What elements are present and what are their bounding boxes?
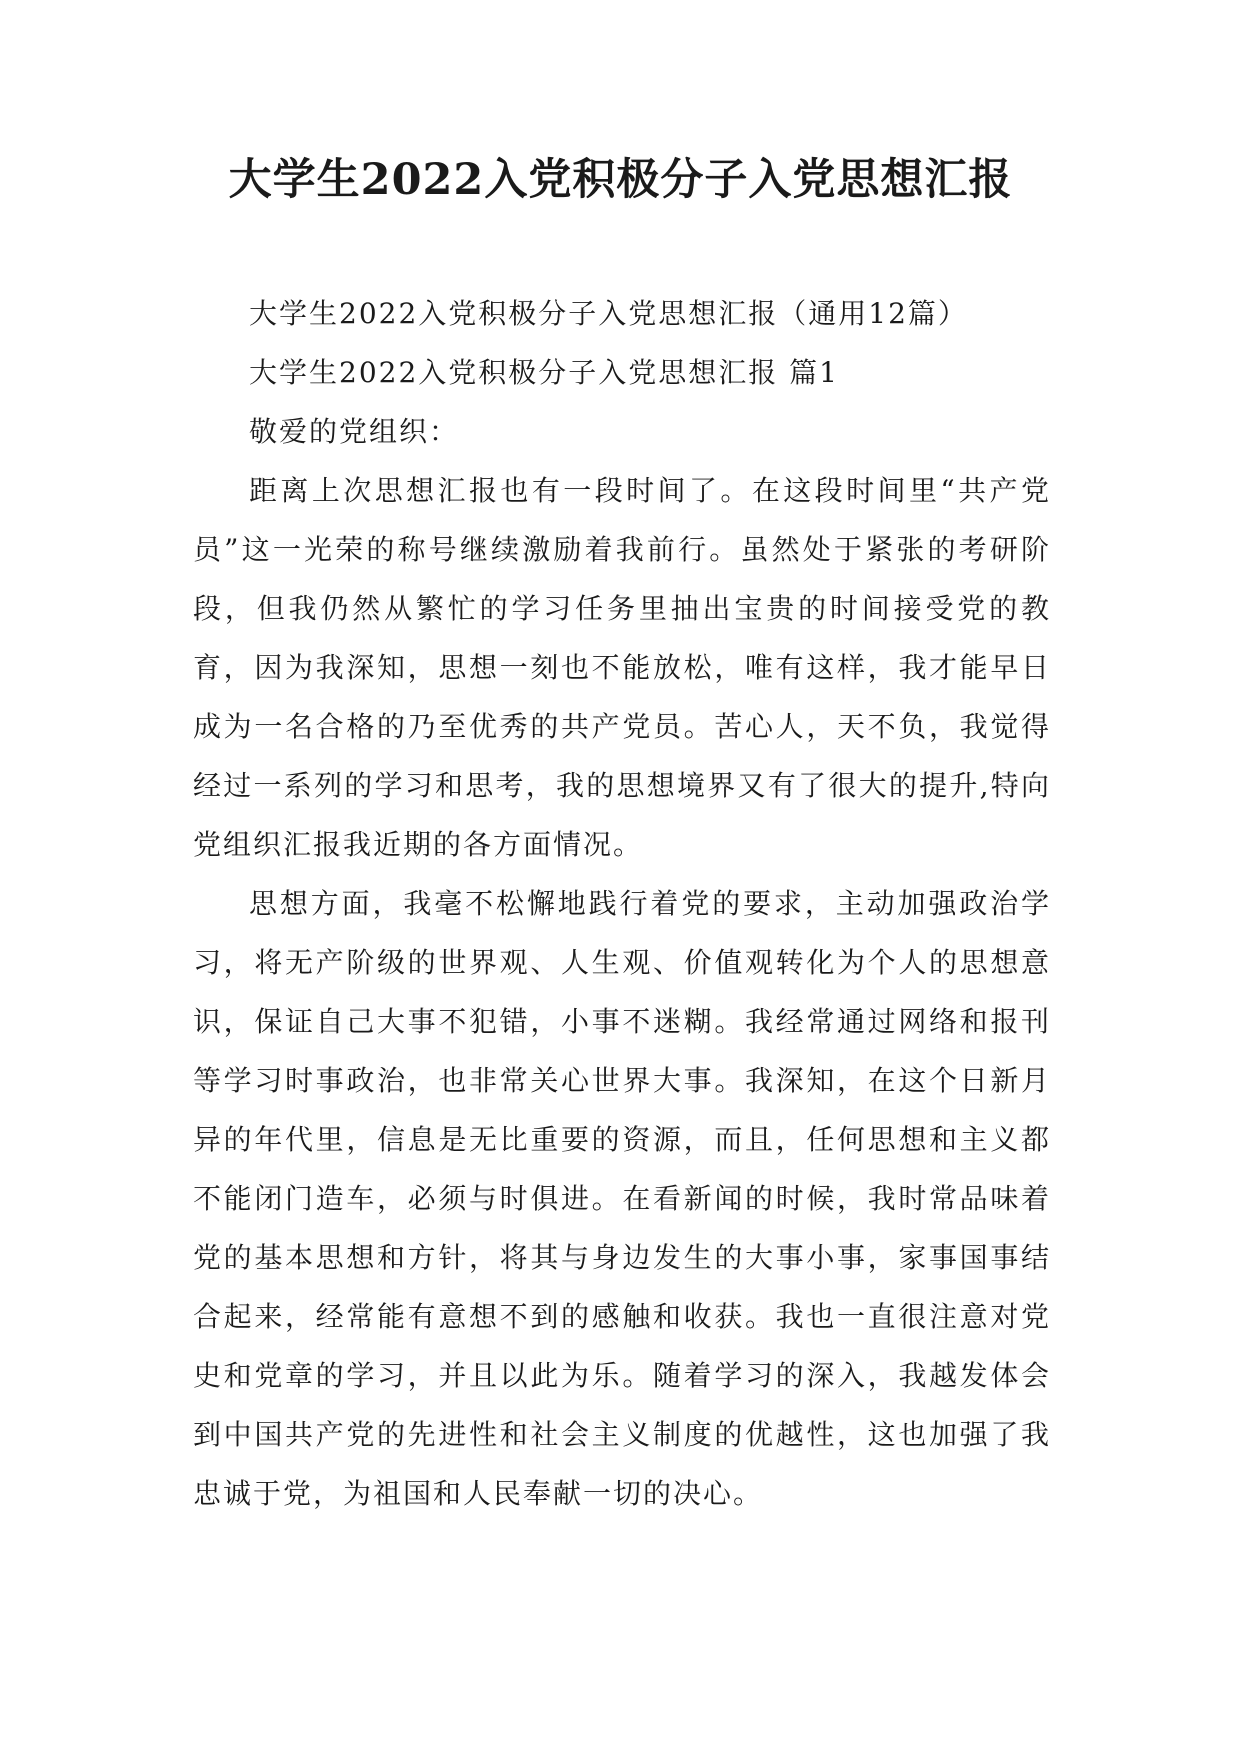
- paragraph-2: 思想方面，我毫不松懈地践行着党的要求，主动加强政治学习，将无产阶级的世界观、人生观、价值观转化为个人的思想意识，保证自己大事不犯错，小事不迷糊。我经常通过网络和报刊等学习时事政治，也非常关心世界大事。我深知，在这个日新月异的年代里，信息是无比重要的资源，而且，任何思想和主义都不能闭门造车，必须与时俱进。在看新闻的时候，我时常品味着党的基本思想和方针，将其与身边发生的大事小事，家事国事结合起来，经常能有意想不到的感触和收获。我也一直很注意对党史和党章的学习，并且以此为乐。随着学习的深入，我越发体会到中国共产党的先进性和社会主义制度的优越性，这也加强了我忠诚于党，为祖国和人民奉献一切的决心。: [193, 887, 1051, 1510]
- section-heading: 大学生2022入党积极分子入党思想汇报 篇1: [249, 356, 839, 389]
- salutation: 敬爱的党组织：: [249, 415, 460, 448]
- document-body: [193, 284, 1051, 1523]
- document-subtitle: 大学生2022入党积极分子入党思想汇报（通用12篇）: [249, 297, 968, 330]
- paragraph-1: 距离上次思想汇报也有一段时间了。在这段时间里“共产党员”这一光荣的称号继续激励着我前行。虽然处于紧张的考研阶段，但我仍然从繁忙的学习任务里抽出宝贵的时间接受党的教育，因为我深知，思想一刻也不能放松，唯有这样，我才能早日成为一名合格的乃至优秀的共产党员。苦心人，天不负，我觉得经过一系列的学习和思考，我的思想境界又有了很大的提升,特向党组织汇报我近期的各方面情况。: [193, 474, 1051, 861]
- document-title: 大学生2022入党积极分子入党思想汇报: [228, 155, 1013, 205]
